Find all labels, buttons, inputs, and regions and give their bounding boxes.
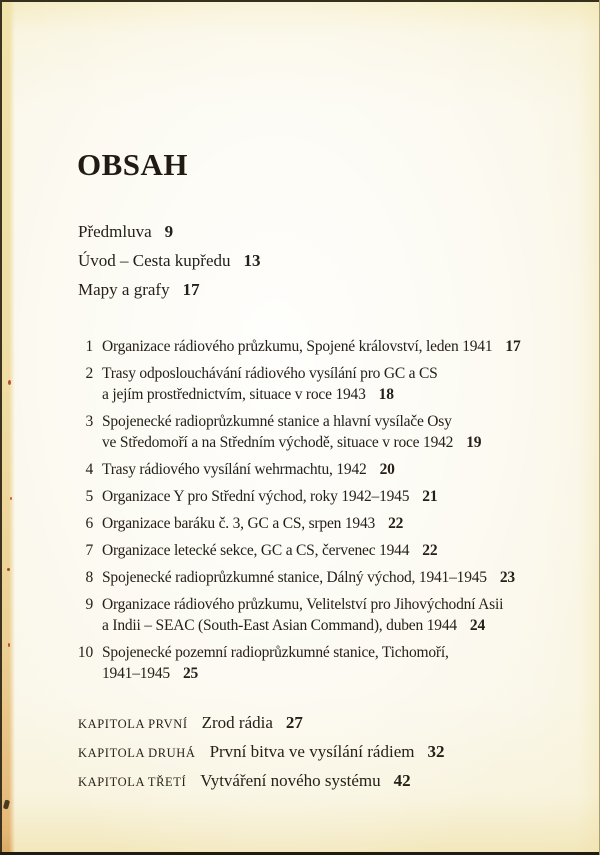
front-matter-label: Předmluva — [78, 222, 152, 241]
page-number: 13 — [243, 251, 261, 270]
map-entry — [75, 363, 555, 405]
entry-text: ve Středomoří a na Středním východě, situace v roce 1942 — [102, 434, 454, 451]
entry-text: Organizace baráku č. 3, GC a CS, srpen 1943 — [102, 515, 376, 532]
entry-number: 9 — [85, 596, 93, 613]
page-gutter-edge — [2, 0, 15, 855]
map-entry — [75, 642, 555, 684]
paper-speck — [10, 497, 12, 500]
entry-number: 2 — [85, 365, 93, 382]
chapter-title: Vytváření nového systému — [200, 771, 381, 790]
entry-number: 7 — [85, 542, 93, 559]
page-title: OBSAH — [77, 147, 189, 182]
map-entry — [75, 594, 555, 636]
map-entry — [75, 567, 555, 588]
chapter-title: Zrod rádia — [201, 713, 273, 732]
scan-border-top — [0, 0, 600, 2]
entry-text: Trasy rádiového vysílání wehrmachtu, 1942 — [102, 461, 367, 478]
chapter-label: KAPITOLA DRUHÁ — [78, 746, 196, 760]
page-number: 25 — [182, 665, 199, 682]
scan-border-left — [0, 0, 2, 855]
front-matter-item — [78, 279, 261, 308]
entry-text: Organizace Y pro Střední východ, roky 1942–1945 — [102, 488, 410, 505]
front-matter-list — [78, 221, 261, 308]
entry-number: 6 — [85, 515, 93, 532]
map-entry — [75, 486, 555, 507]
chapter-title: První bitva ve vysílání rádiem — [209, 742, 415, 761]
chapter-label: KAPITOLA TŘETÍ — [78, 775, 187, 789]
page-number: 42 — [393, 771, 411, 790]
entry-text: 1941–1945 — [102, 665, 170, 682]
entry-text: Organizace rádiového průzkumu, Velitelství pro Jihovýchodní Asii — [102, 596, 504, 613]
map-entry — [75, 513, 555, 534]
map-entry — [75, 459, 555, 480]
entry-number: 3 — [85, 413, 93, 430]
page-number: 18 — [378, 386, 394, 403]
page-number: 17 — [505, 338, 521, 355]
entry-text: Spojenecké radioprůzkumné stanice, Dálný východ, 1941–1945 — [102, 569, 487, 586]
page-number: 21 — [422, 488, 438, 505]
front-matter-item — [78, 250, 261, 279]
map-entry — [75, 540, 555, 561]
front-matter-item — [78, 221, 261, 250]
page-number: 32 — [427, 742, 445, 761]
entry-number: 1 — [85, 338, 93, 355]
page-number: 22 — [388, 515, 404, 532]
entry-text: a jejím prostřednictvím, situace v roce 1943 — [102, 386, 366, 403]
entry-number: 5 — [85, 488, 93, 505]
chapter-item — [78, 712, 444, 741]
entry-number: 10 — [77, 644, 93, 661]
paper-speck — [8, 380, 11, 385]
page-number: 24 — [469, 617, 486, 634]
chapter-label: KAPITOLA PRVNÍ — [78, 717, 188, 731]
entry-text: a Indii – SEAC (South-East Asian Command), duben 1944 — [102, 617, 457, 634]
page-number: 20 — [379, 461, 395, 478]
chapter-item — [78, 741, 444, 770]
page-number: 19 — [466, 434, 482, 451]
entry-number: 4 — [85, 461, 93, 478]
page-number: 9 — [164, 222, 174, 241]
paper-speck — [7, 568, 10, 571]
paper-speck — [8, 643, 10, 647]
chapter-list — [78, 712, 444, 799]
map-entry — [75, 336, 555, 357]
page-number: 22 — [422, 542, 438, 559]
entry-text: Organizace rádiového průzkumu, Spojené království, leden 1941 — [102, 338, 493, 355]
front-matter-label: Úvod – Cesta kupředu — [78, 251, 231, 270]
entry-text: Organizace letecké sekce, GC a CS, červenec 1944 — [102, 542, 410, 559]
entry-text: Spojenecké pozemní radioprůzkumné stanice, Tichomoří, — [102, 644, 449, 661]
page-number: 27 — [285, 713, 303, 732]
map-entry — [75, 411, 555, 453]
entry-number: 8 — [85, 569, 93, 586]
page-number: 23 — [499, 569, 515, 586]
entry-text: Trasy odposlouchávání rádiového vysílání pro GC a CS — [102, 365, 438, 382]
map-list — [75, 336, 555, 690]
entry-text: Spojenecké radioprůzkumné stanice a hlavní vysílače Osy — [102, 413, 452, 430]
chapter-item — [78, 770, 444, 799]
front-matter-label: Mapy a grafy — [78, 280, 170, 299]
page-number: 17 — [182, 280, 200, 299]
